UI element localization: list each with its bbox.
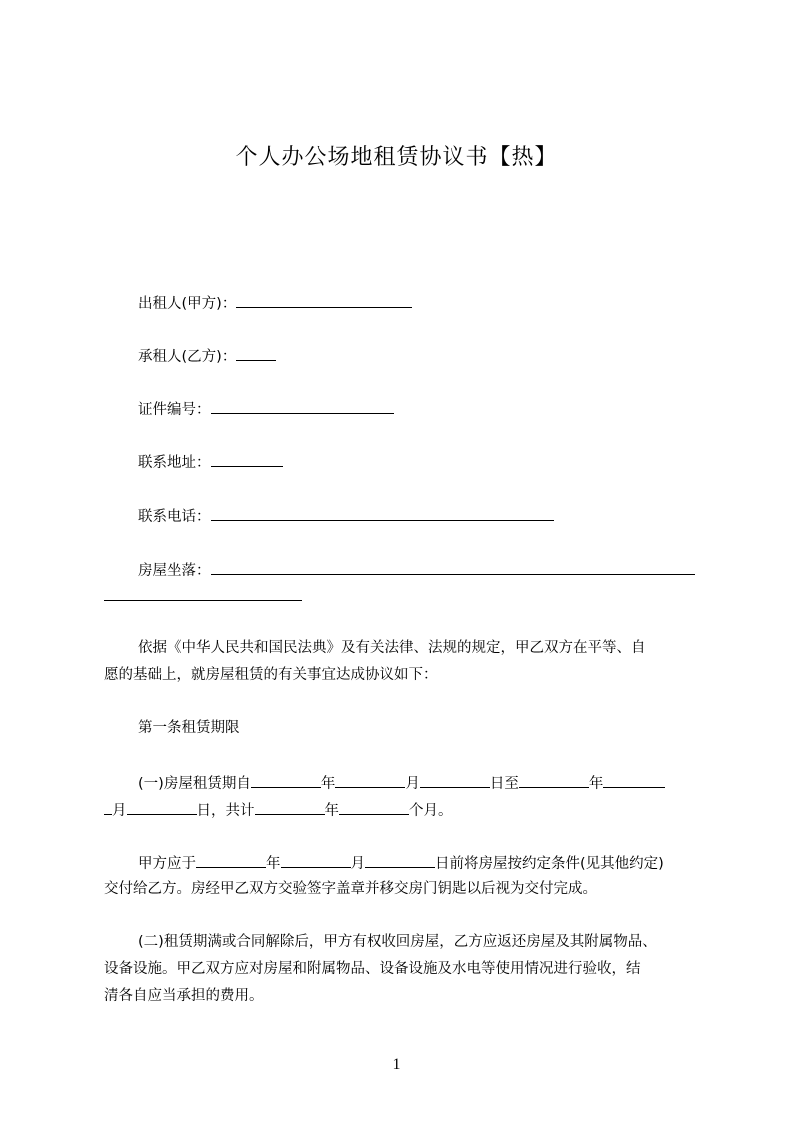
- delivery-day-unit: 日前将房屋按约定条件(见其他约定): [435, 856, 664, 872]
- delivery-year-unit: 年: [266, 856, 281, 872]
- delivery-month-unit: 月: [350, 856, 365, 872]
- total-years-unit: 年: [324, 803, 339, 819]
- page-number: 1: [392, 1056, 401, 1073]
- delivery-year-blank: [196, 852, 266, 868]
- intro-line-1: 依据《中华人民共和国民法典》及有关法律、法规的规定，甲乙双方在平等、自: [138, 640, 646, 656]
- clause-2-line-3: 清各自应当承担的费用。: [104, 988, 264, 1004]
- delivery-line-2: 交付给乙方。房经甲乙双方交验签字盖章并移交房门钥匙以后视为交付完成。: [104, 881, 597, 897]
- phone-blank: [211, 505, 554, 521]
- start-month-blank: [335, 772, 405, 788]
- property-location-field: [104, 559, 738, 581]
- lessee-blank: [236, 345, 276, 361]
- start-day-unit: 日至: [489, 776, 519, 792]
- total-months-unit: 个月。: [409, 803, 453, 819]
- start-year-unit: 年: [320, 776, 336, 792]
- id-number-field: [104, 398, 738, 420]
- phone-field: [104, 505, 738, 527]
- delivery-month-blank: [281, 852, 351, 868]
- clause-2-line-1: (二)租赁期满或合同解除后，甲方有权收回房屋，乙方应返还房屋及其附属物品、: [138, 934, 657, 950]
- address-field: [104, 451, 738, 473]
- document-title: 个人办公场地租赁协议书【热】: [235, 145, 558, 170]
- end-month-blank-b: [104, 799, 112, 815]
- end-month-blank-a: [603, 772, 665, 788]
- lease-term-line-2: [104, 799, 704, 821]
- end-year-blank: [519, 772, 589, 788]
- lessor-blank: [236, 292, 412, 308]
- start-year-blank: [251, 772, 321, 788]
- delivery-day-blank: [365, 852, 435, 868]
- start-month-unit: 月: [405, 776, 420, 792]
- lessor-label: 出租人(甲方)：: [138, 296, 237, 312]
- total-years-blank: [255, 799, 325, 815]
- lessor-field: [104, 292, 738, 314]
- end-day-unit: 日，共计: [196, 803, 255, 819]
- delivery-line-1: [104, 852, 738, 874]
- article-1-heading: 第一条租赁期限: [138, 720, 240, 736]
- address-blank: [211, 451, 283, 467]
- lessee-field: [104, 345, 738, 367]
- property-location-blank: [211, 559, 695, 575]
- end-month-unit: 月: [112, 803, 127, 819]
- clause-2-line-2: 设备设施。甲乙双方应对房屋和附属物品、设备设施及水电等使用情况进行验收，结: [104, 961, 641, 977]
- lease-term-start-label: (一)房屋租赁期自: [138, 776, 251, 792]
- lessee-label: 承租人(乙方)：: [138, 349, 237, 365]
- id-number-label: 证件编号：: [138, 402, 211, 418]
- delivery-label: 甲方应于: [138, 856, 196, 872]
- address-label: 联系地址：: [138, 455, 211, 471]
- lease-term-line-1: [104, 772, 738, 794]
- property-location-blank-2: [104, 585, 302, 601]
- start-day-blank: [420, 772, 490, 788]
- intro-line-2: 愿的基础上，就房屋租赁的有关事宜达成协议如下：: [104, 667, 438, 683]
- end-year-unit: 年: [588, 776, 604, 792]
- end-day-blank: [127, 799, 197, 815]
- phone-label: 联系电话：: [138, 509, 211, 525]
- total-months-blank: [339, 799, 409, 815]
- id-number-blank: [211, 398, 394, 414]
- property-location-label: 房屋坐落：: [138, 563, 211, 579]
- property-location-continuation: [104, 585, 704, 607]
